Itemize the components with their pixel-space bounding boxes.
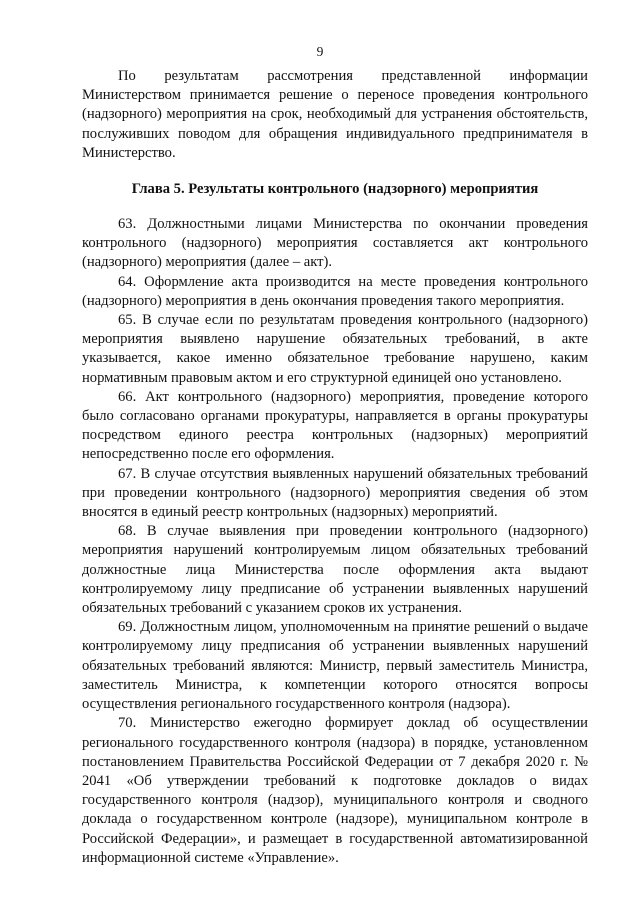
paragraph-69: 69. Должностным лицом, уполномоченным на принятие решений о выдаче контролируемому лицу предписания об устранении выявленных нарушений обязательных требований являются: Министр, первый заместитель Министра, заместитель Министра, к компетенции которого относятся вопросы осуществления регионального государственного контроля (надзора). [82,619,588,713]
page-number: 9 [316,44,324,59]
paragraph-65: 65. В случае если по результатам проведения контрольного (надзорного) мероприятия выявлено нарушение обязательных требований, в акте указывается, какое именно обязательное требование нарушено, каким нормативным правовым актом и его структурной единицей оно установлено. [82,312,588,386]
document-body [82,67,588,868]
paragraph-66: 66. Акт контрольного (надзорного) мероприятия, проведение которого было согласовано органами прокуратуры, направляется в органы прокуратуры посредством единого реестра контрольных (надзорных) мероприятий непосредственно после его оформления. [82,388,588,463]
paragraph-70: 70. Министерство ежегодно формирует доклад об осуществлении регионального государственного контроля (надзора) в порядке, установленном постановлением Правительства Российской Федерации от 7 декабря 2020 г. № 2041 «Об утверждении требований к подготовке докладов о видах государственного контроля (надзор), муниципального контроля и сводного доклада о государственном контроле (надзоре), муниципальном контроле в Российской Федерации», и размещает в государственной автоматизированной информационной системе «Управление». [82,715,588,866]
intro-paragraph: По результатам рассмотрения представленной информации Министерством принимается решение о переносе проведения контрольного (надзорного) мероприятия на срок, необходимый для устранения обстоятельств, послуживших поводом для обращения индивидуального предпринимателя в Министерство. [82,68,588,161]
paragraph-68: 68. В случае выявления при проведении контрольного (надзорного) мероприятия нарушений контролируемым лицом обязательных требований должностные лица Министерства после оформления акта выдают контролируемому лицу предписание об устранении выявленных нарушений обязательных требований с указанием сроков их устранения. [82,523,588,617]
paragraph-64: 64. Оформление акта производится на месте проведения контрольного (надзорного) мероприятия в день окончания проведения такого мероприятия. [82,273,588,309]
paragraph-63: 63. Должностными лицами Министерства по окончании проведения контрольного (надзорного) мероприятия составляется акт контрольного (надзорного) мероприятия (далее – акт). [82,216,588,271]
chapter-heading: Глава 5. Результаты контрольного (надзорного) мероприятия [131,181,539,198]
paragraph-67: 67. В случае отсутствия выявленных нарушений обязательных требований при проведении контрольного (надзорного) мероприятия сведения об этом вносятся в единый реестр контрольных (надзорных) мероприятий. [82,465,588,521]
